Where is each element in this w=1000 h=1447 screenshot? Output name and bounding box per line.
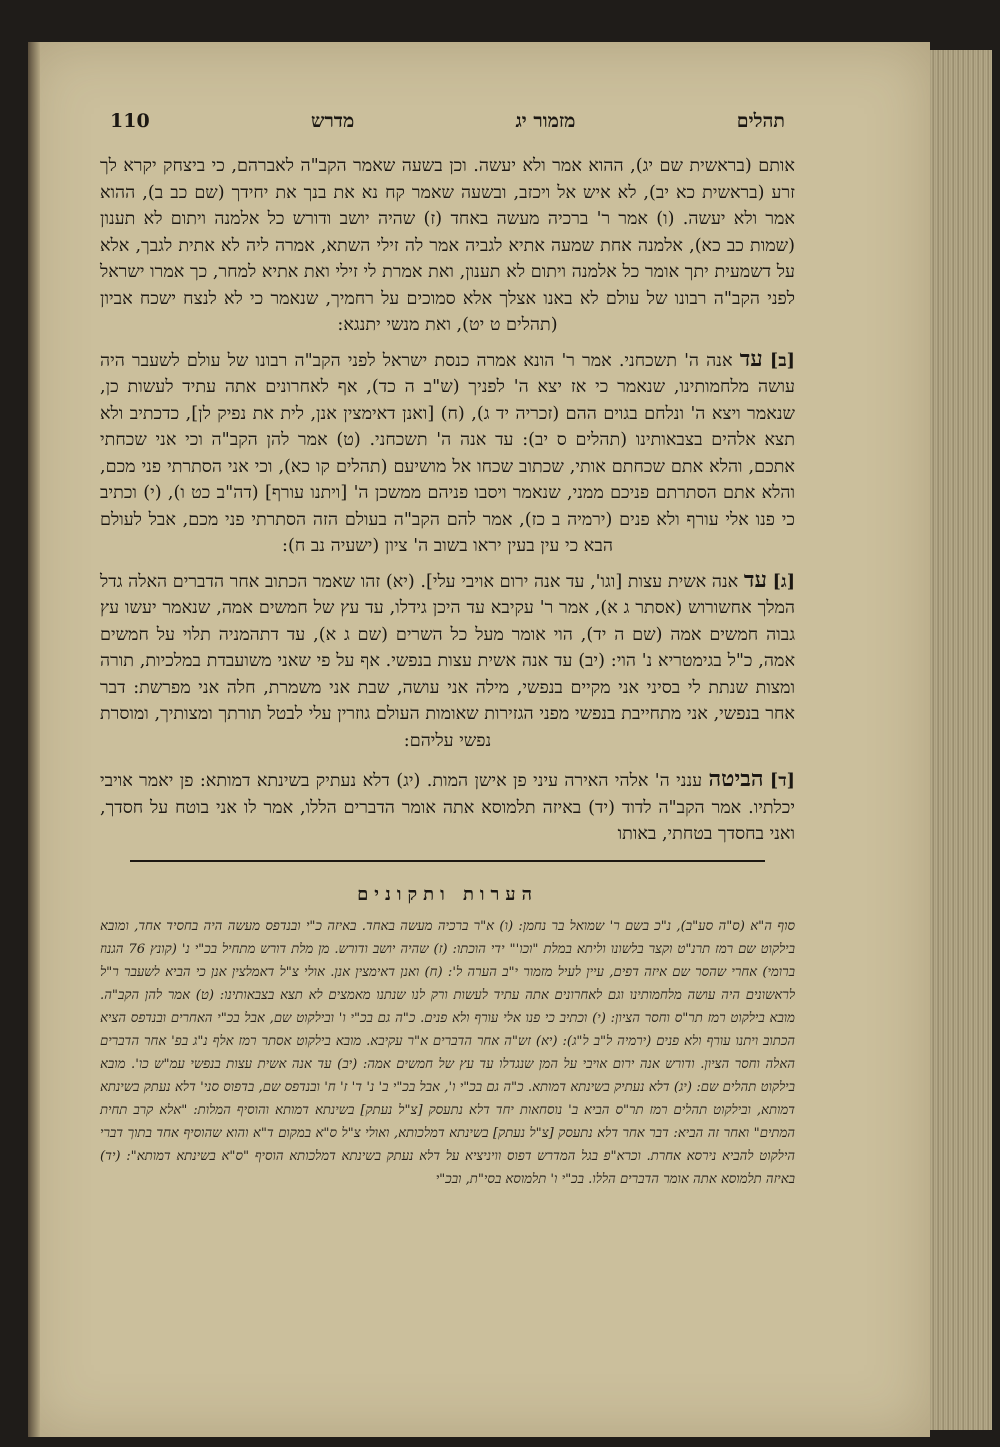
- header-title: תהלים: [736, 110, 785, 132]
- section-text: אנה ה' תשכחני. אמר ר' הונא אמרה כנסת ישראל לפני הקב"ה רבונו של עולם לשעבר היה עושה מלחמותינו, שנאמר כי אז יצא ה' לפניך (ש"ב ה כד), אף לאחרונים אתה עתיד לעשות כן, שנאמר ויצא ה' ונלחם בגוים ההם (זכריה יד ג), (ח) [ואנן דאימצין אנן, לית את נפיק לן], כדכתיב ולא תצא אלהים בצבאותינו (תהלים ס יב): עד אנה ה' תשכחני. (ט) אמר להן הקב"ה וכי אני שכחתי אתכם, והלא אתם שכחתם אותי, שכתוב שכחו אל מושיעם (תהלים קו כא), וכי אני הסתרתי פני מכם, והלא אתם הסתרתם פניכם ממני, שנאמר ויסבו פניהם ממשכן ה' [ויתנו עורף] (דה"ב כט ו), (י) וכתיב כי פנו אלי עורף ולא פנים (ירמיה ב כז), אמר להם הקב"ה בעולם הזה הסתרתי פני מכם, אבל לעולם הבא כי עין בעין יראו בשוב ה' ציון (ישעיה נב ח):: [100, 350, 795, 556]
- header-chapter: מזמור יג: [515, 110, 576, 132]
- section-number: [ב]: [769, 349, 796, 371]
- notes-text: סוף ה"א (ס"ה סע"ב), נ"כ בשם ר' שמואל בר נחמן: (ו) א"ר ברכיה מעשה באחד. באיזה כ"י ובנדפס מעשה היה בחסיד אחד, ומובא בילקוט שם רמז תרנ"ט וקצר בלשונו וליתא במלת "וכו'" ידי הוכתו: (ז) שהיה יושב ודורש. מן מלת דורש מתחיל בכ"י נ' (קונץ 76 הגנוז ברומי) אחרי שהסר שם איזה דפים, עיין לעיל מזמור י"ב הערה ל': (ח) ואנן דאימצין אנן. אולי צ"ל דאמלצין אנן כי הביא לשעבר ר"ל לראשונים היה עושה מלחמותינו וגם לאחרונים אתה עתיד לעשות ורק לנו שנתנו מאמצים לא תצא בצבאותינו: (ט) אמר להן הקב"ה. מובא בילקוט רמז תר"ס וחסר הציון: (י) וכתיב כי פנו אלי עורף ולא פנים. כ"ה גם בכ"י ו' ובילקוט שם, אבל בכ"י האחרים ובנדפס הציא הכתוב ויתנו עורף ולא פנים (ירמיה ל"ב ל"ג): (יא) זש"ה אחר הדברים א"ר עקיבא. מובא בילקוט אסתר רמז אלף נ"ג בפ' אחר הדברים האלה וחסר הציון. ודורש אנה ירום אויבי על המן שנגדלו עד עץ של חמשים אמה: (יב) עד אנה אשית עצות בנפשי עמ"ש כו'. מובא בילקוט תהלים שם: (יג) דלא נעתיק בשינתא דמותא. כ"ה גם בכ"י ו', אבל בכ"י ב' נ' ד' ז' ח' ובנדפס שם, בדפוס סני' דלא נעתק בשינתא דמותא, ובילקוט תהלים רמז תר"ס הביא ב' נוסחאות יחד דלא נתעסק [צ"ל נעתק] בשינתא דמותא והוסיף המלות: "אלא קרב תחית המתים" ואחר זה הביא: דבר אחר דלא נתעסק [צ"ל נעתק] בשינתא דמלכותא, ואולי צ"ל ס"א במקום ד"א והוא שהוסיף אחד בתוך דברי הילקוט להביא נירסא אחרת. וכרא"פ בגל המדרש דפוס וויניציא על דלא נעתק בשינתא דמלכותא הוסיף "ס"א בשינתא דמותא": (יד) באיזה תלמוסא אתה אומר הדברים הללו. בכ"י ו' תלמוסא בסי"ת, ובכ"י: [100, 918, 795, 1187]
- section-lemma: עד: [739, 345, 763, 372]
- section-2: [100, 346, 795, 560]
- section-number: [ד]: [769, 770, 796, 791]
- divider-rule: [130, 860, 765, 862]
- section-text: אותם (בראשית שם יג), ההוא אמר ולא יעשה. וכן בשעה שאמר הקב"ה לאברהם, כי ביצחק יקרא לך זרע (בראשית כא יב), לא איש אל ויכזב, ובשעה שאמר קח נא את בנך את יחידך (שם כב ב), ההוא אמר ולא יעשה. (ו) אמר ר' ברכיה מעשה באחד (ז) שהיה יושב ודורש כל אלמנה ויתום לא תענון (שמות כב כא), אלמנה אחת שמעה אתיא לגביה אמר לה זילי השתא, אמרה ליה לא אתית לגבך, אלא על דשמעית יתך אומר כל אלמנה ויתום לא תענון, ואת אמרת לי זילי ואת אתיא למחר, כך אמרו ישראל לפני הקב"ה רבונו של עולם לא באנו אצלך אלא סמוכים על רחמיך, שנאמר כי לא לנצח ישכח אביון (תהלים ט יט), ואת מנשי יתנגא:: [100, 156, 795, 335]
- page-content: [100, 110, 795, 1191]
- page-edges: [930, 50, 992, 1430]
- section-lemma: עד: [743, 566, 767, 593]
- section-4: [100, 766, 795, 848]
- section-text: אנה אשית עצות [וגו', עד אנה ירום אויבי עלי]. (יא) זהו שאמר הכתוב אחר הדברים האלה גדל המלך אחשורוש (אסתר ג א), אמר ר' עקיבא עד היכן גידלו, עד עץ של חמשים אמה, שנאמר יעשו עץ גבוה חמשים אמה (שם ה יד), הוי אומר מעל כל השרים (שם ג א), עד דתהמניה תלוי על חמשים אמה, כ"ל בגימטריא נ' הוי: (יב) עד אנה אשית עצות בנפשי. אף על פי שאני משועבדת במלכיות, תורה ומצות שנתת לי בסיני אני מקיים בנפשי, מילה אני עושה, שבת אני משמרת, חלה אני מפרשת: דבר אחר בנפשי, אני מתחייבת בנפשי מפני הגזירות שאומות העולם גוזרין עלי לבטל תורתך ומצותיך, ומוסרת נפשי עליהם:: [100, 571, 795, 751]
- notes-title: הערות ותקונים: [357, 883, 538, 905]
- section-number: [ג]: [772, 570, 796, 592]
- section-text: ענני ה' אלהי האירה עיני פן אישן המות. (יג) דלא נעתיק בשינתא דמותא: פן יאמר אויבי יכלתיו. אמר הקב"ה לדוד (יד) באיזה תלמוסא אתה אומר הדברים הללו, אמר לו אני בוטח על חסדך, ואני בחסדך בטחתי, באותו: [100, 771, 795, 844]
- running-header: [100, 110, 795, 133]
- section-1: [100, 153, 795, 339]
- section-3: [100, 567, 795, 755]
- header-book: מדרש: [311, 110, 355, 132]
- section-lemma: הביטה: [708, 766, 764, 792]
- book-gutter: [28, 42, 40, 1437]
- page-number: 110: [110, 110, 150, 132]
